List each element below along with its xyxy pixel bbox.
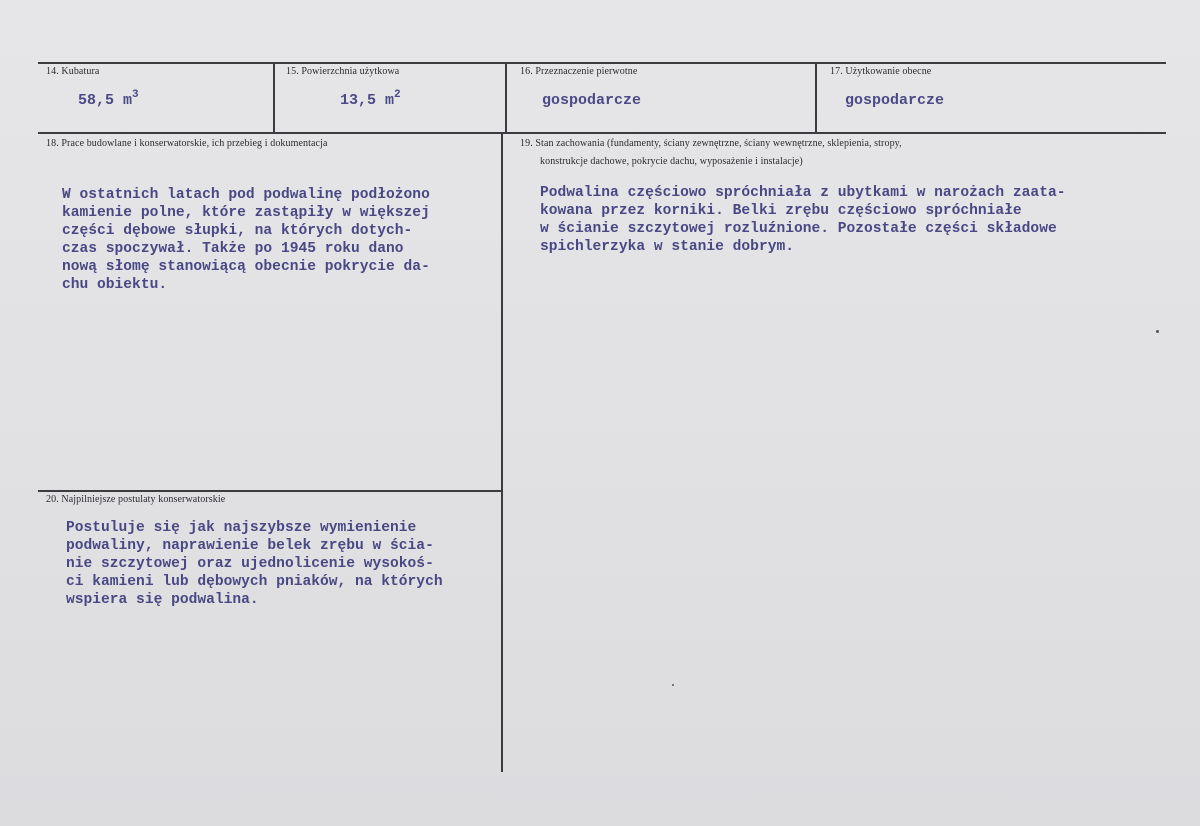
usable-area-value: 13,5 m	[340, 92, 395, 109]
divider-14-15	[273, 62, 275, 132]
original-purpose-value: gospodarcze	[542, 92, 642, 109]
field-20-label: 20. Najpilniejsze postulaty konserwatorskie	[46, 494, 226, 505]
paper-speck	[672, 684, 674, 686]
current-use-value: gospodarcze	[845, 92, 945, 109]
field-14-label: 14. Kubatura	[46, 66, 100, 77]
paper-speck	[1156, 330, 1159, 333]
top-rule	[38, 62, 1166, 64]
field-15-label: 15. Powierzchnia użytkowa	[286, 66, 400, 77]
area-unit-exponent: 2	[394, 89, 401, 101]
cubature-value: 58,5 m	[78, 92, 133, 109]
construction-works-text: W ostatnich latach pod podwalinę podłożono kamienie polne, które zastąpiły w większej części dębowe słupki, na których dotych- czas spoczywał. Także po 1945 roku dano nową słomę stanowiącą obecnie pokrycie da- chu obiektu.	[62, 187, 430, 293]
divider-18-20	[38, 490, 502, 492]
main-vertical-divider	[501, 132, 503, 772]
field-17-label: 17. Użytkowanie obecne	[830, 66, 932, 77]
field-14-value	[78, 90, 139, 109]
divider-16-17	[815, 62, 817, 132]
field-18-label: 18. Prace budowlane i konserwatorskie, ich przebieg i dokumentacja	[46, 138, 328, 149]
field-19-label-line1: 19. Stan zachowania (fundamenty, ściany zewnętrzne, ściany wewnętrzne, sklepienia, stropy,	[520, 138, 902, 149]
condition-text: Podwalina częściowo spróchniała z ubytkami w narożach zaata- kowana przez korniki. Belki zrębu częściowo spróchniałe w ścianie szczytowej rozluźnione. Pozostałe części składowe spichlerzyka w stanie dobrym.	[540, 185, 1066, 255]
cubature-unit-exponent: 3	[132, 89, 139, 101]
conservation-postulates-text: Postuluje się jak najszybsze wymienienie podwaliny, naprawienie belek zrębu w ścia- nie szczytowej oraz ujednolicenie wysokoś- ci kamieni lub dębowych pniaków, na których wspiera się podwalina.	[66, 520, 443, 608]
field-15-value	[340, 90, 401, 109]
field-16-label: 16. Przeznaczenie pierwotne	[520, 66, 638, 77]
row1-bottom-rule	[38, 132, 1166, 134]
divider-15-16	[505, 62, 507, 132]
field-19-label-line2: konstrukcje dachowe, pokrycie dachu, wyposażenie i instalacje)	[540, 156, 803, 167]
